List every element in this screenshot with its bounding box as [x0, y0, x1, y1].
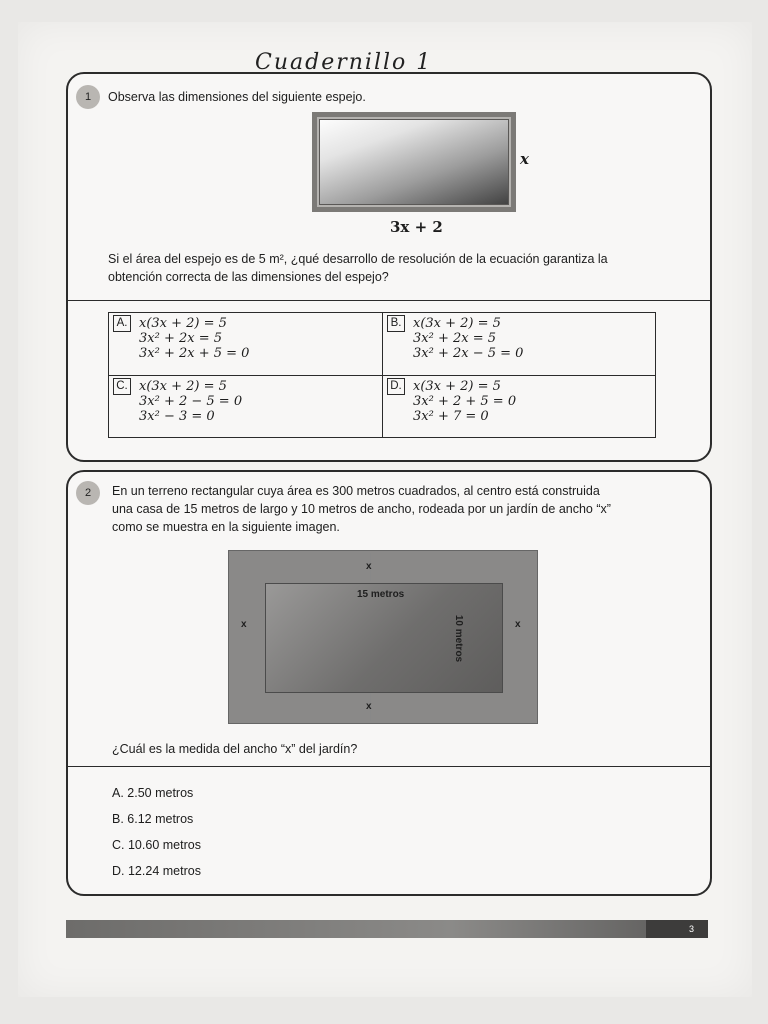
option-text: 6.12 metros	[127, 812, 194, 826]
option-line: x(3x + 2) = 5	[139, 379, 227, 394]
option-d[interactable]	[382, 375, 656, 438]
question-number-badge: 1	[76, 85, 100, 109]
answer-options-table	[108, 312, 656, 438]
garden-width-bottom-label: x	[366, 701, 372, 712]
question-2-text: ¿Cuál es la medida del ancho “x” del jardín?	[112, 742, 358, 756]
option-line: 3x² + 2 − 5 = 0	[139, 394, 243, 409]
house-width-label: 10 metros	[453, 614, 465, 663]
option-letter: D.	[112, 864, 125, 878]
option-line: 3x² − 3 = 0	[139, 409, 215, 424]
question-2-card	[66, 470, 712, 896]
option-text: 2.50 metros	[127, 786, 194, 800]
answer-options-list	[112, 786, 201, 890]
garden-width-left-label: x	[241, 619, 247, 630]
option-line: x(3x + 2) = 5	[413, 316, 501, 331]
mirror-height-label: x	[520, 150, 529, 168]
option-d[interactable]	[112, 864, 201, 890]
option-letter: B.	[112, 812, 124, 826]
garden-width-right-label: x	[515, 619, 521, 630]
option-line: 3x² + 2x = 5	[139, 331, 223, 346]
option-letter: D.	[387, 378, 405, 395]
answers-divider	[68, 300, 710, 301]
option-line: 3x² + 2x − 5 = 0	[413, 346, 524, 361]
terrain-plan-image	[228, 550, 538, 724]
option-line: 3x² + 7 = 0	[413, 409, 489, 424]
question-1-text-line-2: obtención correcta de las dimensiones del espejo?	[108, 270, 389, 284]
question-2-prompt-line-3: como se muestra en la siguiente imagen.	[112, 520, 340, 534]
page-number: 3	[646, 920, 708, 938]
mirror-width-label: 3x + 2	[390, 218, 443, 236]
option-line: 3x² + 2x + 5 = 0	[139, 346, 250, 361]
option-c[interactable]	[112, 838, 201, 864]
question-1-text-line-1: Si el área del espejo es de 5 m², ¿qué desarrollo de resolución de la ecuación garantiza la	[108, 252, 608, 266]
option-a[interactable]	[112, 786, 201, 812]
option-c[interactable]	[109, 375, 382, 438]
option-letter: B.	[387, 315, 405, 332]
mirror-image	[312, 112, 516, 212]
option-line: 3x² + 2 + 5 = 0	[413, 394, 517, 409]
garden-width-top-label: x	[366, 561, 372, 572]
question-1-card	[66, 72, 712, 462]
house-length-label: 15 metros	[357, 589, 405, 600]
option-letter: A.	[112, 786, 124, 800]
option-line: x(3x + 2) = 5	[139, 316, 227, 331]
question-2-prompt-line-2: una casa de 15 metros de largo y 10 metros de ancho, rodeada por un jardín de ancho “x”	[112, 502, 611, 516]
option-text: 12.24 metros	[127, 864, 201, 878]
option-line: x(3x + 2) = 5	[413, 379, 501, 394]
option-b[interactable]	[112, 812, 201, 838]
question-2-prompt-line-1: En un terreno rectangular cuya área es 300 metros cuadrados, al centro está construida	[112, 484, 600, 498]
option-text: 10.60 metros	[127, 838, 201, 852]
question-1-prompt: Observa las dimensiones del siguiente espejo.	[108, 90, 366, 104]
answers-divider	[68, 766, 710, 767]
question-number-badge: 2	[76, 481, 100, 505]
option-letter: C.	[112, 838, 125, 852]
option-letter: C.	[113, 378, 131, 395]
footer-bar	[66, 920, 708, 938]
handwritten-title: Cuadernillo 1	[255, 50, 433, 75]
option-a[interactable]	[109, 313, 382, 375]
option-line: 3x² + 2x = 5	[413, 331, 497, 346]
option-b[interactable]	[382, 313, 656, 375]
option-letter: A.	[113, 315, 131, 332]
